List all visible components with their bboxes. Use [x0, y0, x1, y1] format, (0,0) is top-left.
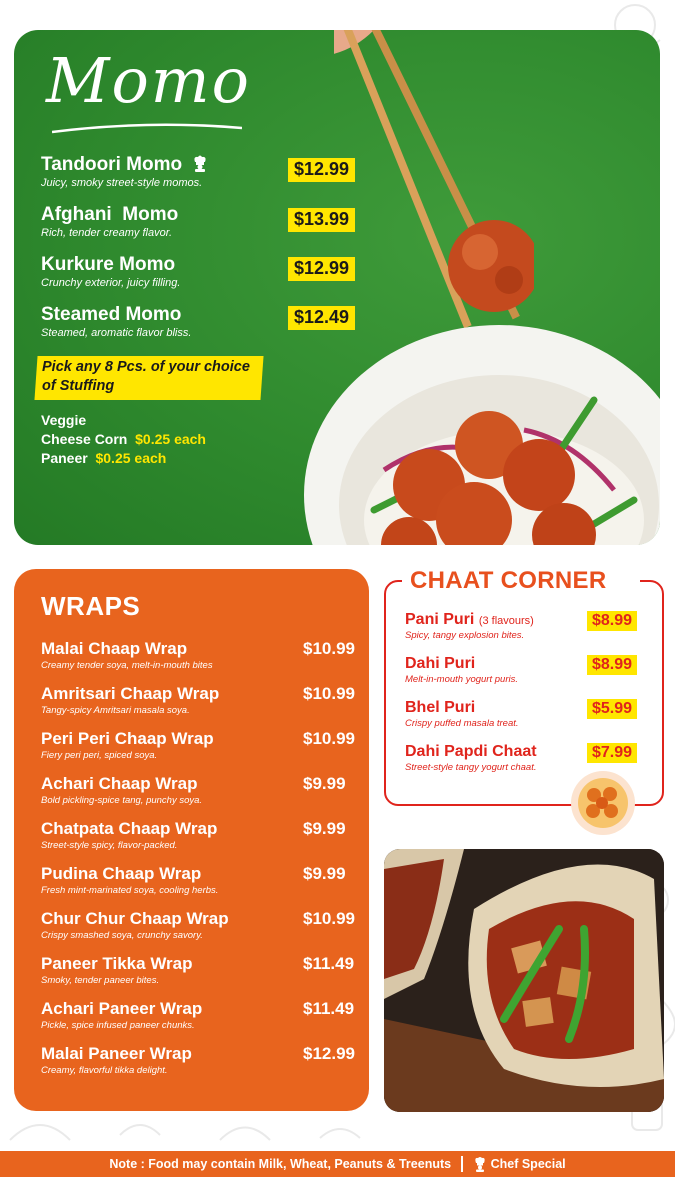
item-name: Peri Peri Chaap Wrap — [41, 729, 214, 748]
chef-icon — [191, 154, 209, 172]
item-description: Tangy-spicy Amritsari masala soya. — [41, 705, 190, 716]
item-price: $10.99 — [303, 909, 355, 928]
stuffing-extra-price: $0.25 each — [95, 450, 167, 466]
item-price: $12.99 — [303, 1044, 355, 1063]
item-price: $10.99 — [303, 729, 355, 748]
item-name: Kurkure Momo — [41, 254, 176, 275]
item-name: Paneer Tikka Wrap — [41, 954, 193, 973]
item-description: Melt-in-mouth yogurt puris. — [405, 674, 518, 685]
item-name: Chur Chur Chaap Wrap — [41, 909, 229, 928]
item-price: $10.99 — [303, 684, 355, 703]
item-name: Dahi Puri — [405, 655, 476, 672]
menu-item-malai-paneer-wrap — [41, 1044, 355, 1076]
item-name: Pani Puri — [405, 611, 475, 628]
item-description: Street-style spicy, flavor-packed. — [41, 840, 178, 851]
chef-icon — [473, 1156, 487, 1172]
item-description: Pickle, spice infused paneer chunks. — [41, 1020, 195, 1031]
stuffing-name: Cheese Corn — [41, 431, 128, 447]
item-name: Chatpata Chaap Wrap — [41, 819, 218, 838]
item-name: Malai Paneer Wrap — [41, 1044, 192, 1063]
wraps-title: WRAPS — [41, 591, 141, 621]
menu-item-peri-peri-chaap-wrap — [41, 729, 355, 761]
item-description: Crispy smashed soya, crunchy savory. — [41, 930, 203, 941]
stuffing-option-paneer — [41, 450, 166, 466]
item-description: Creamy, flavorful tikka delight. — [41, 1065, 168, 1076]
menu-item-chur-chur-chaap-wrap — [41, 909, 355, 941]
item-name: Amritsari Chaap Wrap — [41, 684, 220, 703]
wrap-food-illustration — [384, 849, 664, 1112]
item-name: Afghani Momo — [41, 204, 179, 225]
wraps-section — [14, 569, 369, 1111]
chef-special-label: Chef Special — [490, 1157, 566, 1171]
momo-bowl-illustration — [284, 320, 660, 545]
item-description: Rich, tender creamy flavor. — [41, 227, 173, 239]
item-description: Street-style tangy yogurt chaat. — [405, 762, 537, 773]
background-doodle-icon — [0, 1110, 380, 1150]
price-tag: $8.99 — [587, 611, 637, 631]
item-subtitle: (3 flavours) — [478, 615, 534, 627]
item-price: $10.99 — [303, 639, 355, 658]
price-tag: $12.99 — [288, 257, 355, 281]
footer-divider — [461, 1156, 463, 1172]
item-description: Spicy, tangy explosion bites. — [405, 630, 525, 641]
item-price: $9.99 — [303, 774, 346, 793]
item-price: $9.99 — [303, 819, 346, 838]
menu-item-bhel-puri — [405, 699, 650, 729]
item-description: Creamy tender soya, melt-in-mouth bites — [41, 660, 213, 671]
menu-item-achari-chaap-wrap — [41, 774, 351, 806]
item-name: Pudina Chaap Wrap — [41, 864, 202, 883]
stuffing-option-cheese-corn — [41, 431, 206, 447]
title-swash-decoration — [52, 118, 242, 138]
allergen-note: Note : Food may contain Milk, Wheat, Peanuts & Treenuts — [109, 1157, 452, 1171]
item-description: Crispy puffed masala treat. — [405, 718, 519, 729]
menu-item-dahi-papdi-chaat — [405, 743, 650, 773]
price-tag: $5.99 — [587, 699, 637, 719]
chaat-plate-illustration — [568, 770, 638, 836]
item-description: Fiery peri peri, spiced soya. — [41, 750, 158, 761]
item-description: Fresh mint-marinated soya, cooling herbs. — [41, 885, 219, 896]
item-description: Bold pickling-spice tang, punchy soya. — [41, 795, 203, 806]
price-tag: $7.99 — [587, 743, 637, 763]
price-tag: $12.49 — [288, 306, 355, 330]
menu-item-achari-paneer-wrap — [41, 999, 355, 1031]
item-name: Steamed Momo — [41, 304, 182, 325]
menu-item-chatpata-chaap-wrap — [41, 819, 351, 851]
menu-item-pudina-chaap-wrap — [41, 864, 351, 896]
item-name: Bhel Puri — [405, 699, 476, 716]
stuffing-name: Veggie — [41, 412, 87, 428]
menu-item-pani-puri — [405, 611, 650, 641]
item-price: $9.99 — [303, 864, 346, 883]
item-description: Smoky, tender paneer bites. — [41, 975, 160, 986]
price-tag: $12.99 — [288, 158, 355, 182]
price-tag: $13.99 — [288, 208, 355, 232]
item-description: Steamed, aromatic flavor bliss. — [41, 327, 192, 339]
item-name: Dahi Papdi Chaat — [405, 743, 537, 760]
item-description: Juicy, smoky street-style momos. — [41, 177, 203, 189]
item-description: Crunchy exterior, juicy filling. — [41, 277, 181, 289]
item-name: Achari Paneer Wrap — [41, 999, 203, 1018]
price-tag: $8.99 — [587, 655, 637, 675]
item-price: $11.49 — [303, 999, 355, 1018]
menu-item-amritsari-chaap-wrap — [41, 684, 355, 716]
momo-section — [14, 30, 660, 545]
chaat-corner-title: CHAAT CORNER — [410, 567, 607, 594]
footer-note-bar — [0, 1151, 675, 1177]
menu-item-malai-chaap-wrap — [41, 639, 355, 671]
item-name: Achari Chaap Wrap — [41, 774, 198, 793]
stuffing-name: Paneer — [41, 450, 88, 466]
stuffing-option-veggie — [41, 412, 86, 428]
pick-banner-text: Pick any 8 Pcs. of your choice of Stuffing — [42, 359, 250, 394]
stuffing-extra-price: $0.25 each — [135, 431, 206, 447]
item-name: Tandoori Momo — [41, 154, 183, 175]
wrap-photo — [384, 849, 664, 1112]
menu-item-paneer-tikka-wrap — [41, 954, 355, 986]
item-price: $11.49 — [303, 954, 355, 973]
momo-title: Momo — [46, 44, 251, 117]
menu-item-dahi-puri — [405, 655, 650, 685]
item-name: Malai Chaap Wrap — [41, 639, 188, 658]
